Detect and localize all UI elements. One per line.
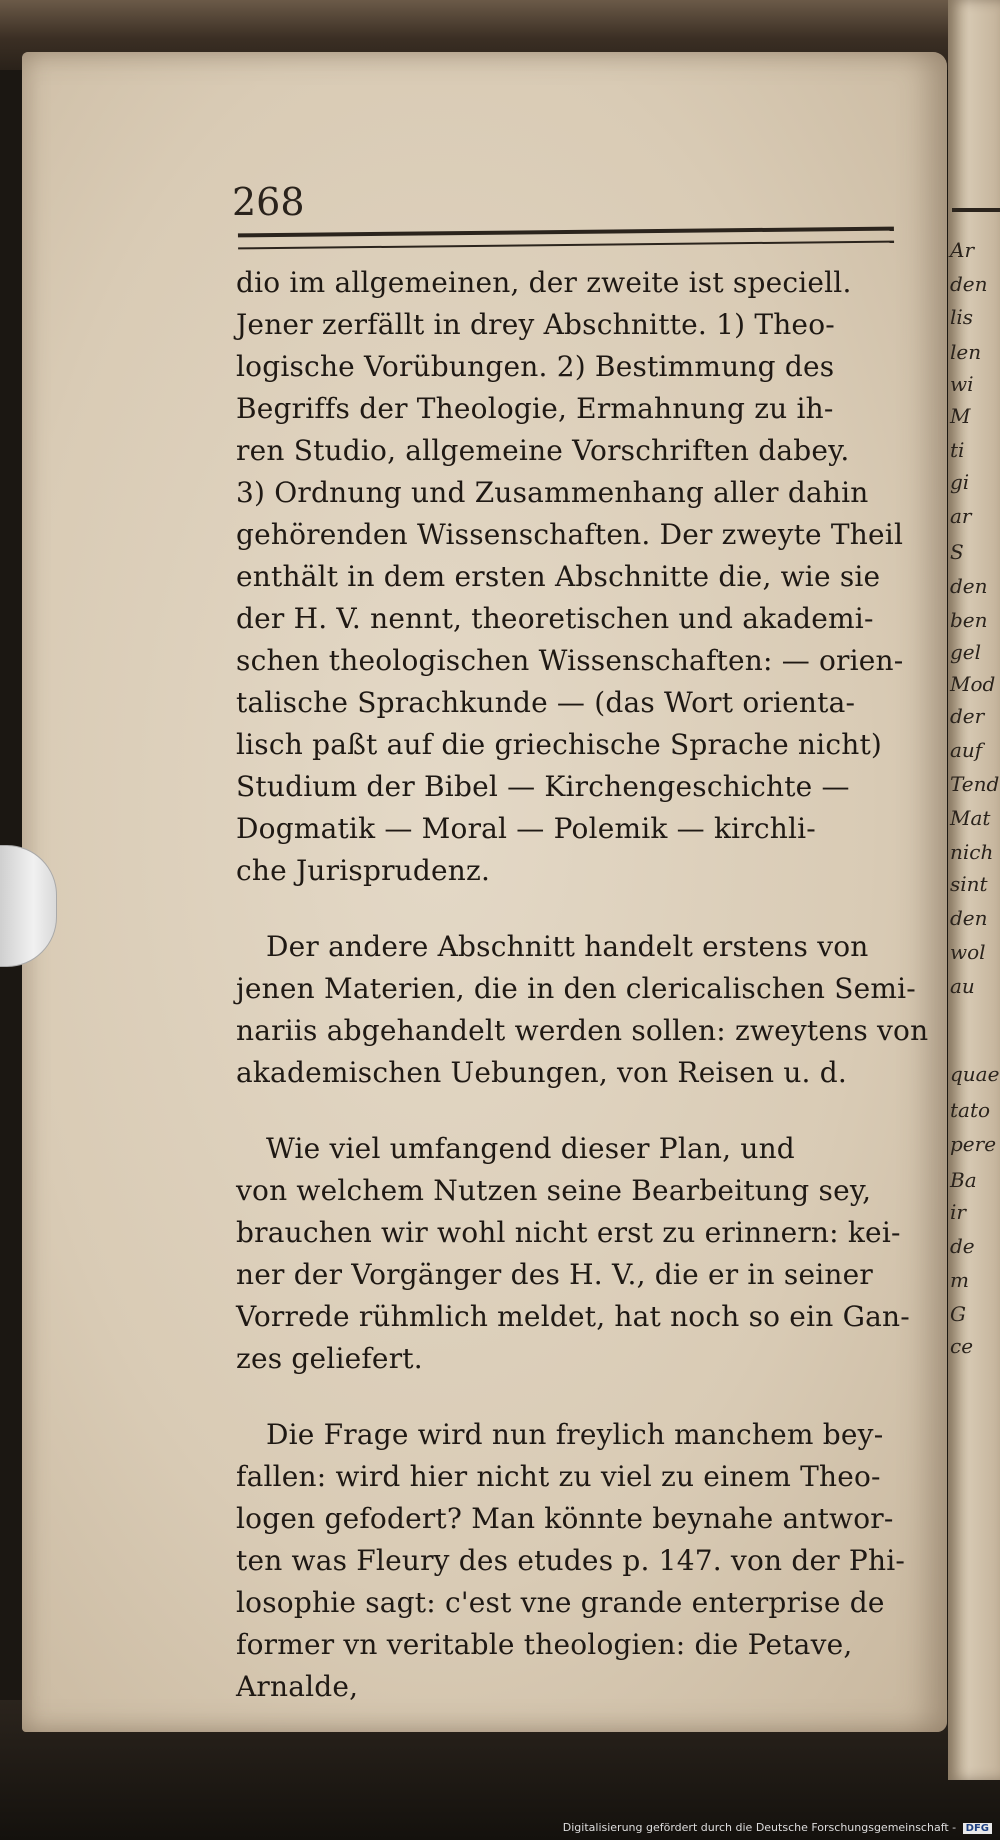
adjacent-page-fragment: ar: [950, 504, 972, 528]
text-line: fallen: wird hier nicht zu viel zu einem Theo-: [236, 1460, 881, 1493]
adjacent-page-fragment: Tend: [950, 772, 1000, 796]
text-line: Arnalde,: [236, 1670, 359, 1703]
paragraph: [236, 1414, 906, 1708]
text-line: che Jurisprudenz.: [236, 854, 491, 887]
adjacent-page-fragment: Mat: [950, 806, 991, 830]
text-line: logische Vorübungen. 2) Bestimmung des: [236, 350, 835, 383]
adjacent-page-fragment: ir: [950, 1200, 966, 1224]
text-line: Jener zerfällt in drey Abschnitte. 1) Theo-: [236, 308, 835, 341]
credit-text: Digitalisierung gefördert durch die Deutsche Forschungsgemeinschaft -: [562, 1821, 957, 1834]
adjacent-page-fragment: den: [950, 574, 988, 598]
adjacent-page-fragment: G: [950, 1302, 966, 1326]
page-body-text: [236, 262, 929, 1708]
adjacent-page-fragment: pere: [950, 1132, 997, 1156]
adjacent-page-fragment: quae: [950, 1062, 1000, 1086]
adjacent-page-fragment: gi: [950, 470, 970, 494]
adjacent-page-fragment: tato: [950, 1098, 991, 1122]
text-line: ner der Vorgänger des H. V., die er in seiner: [236, 1258, 873, 1291]
adjacent-page-fragment: lis: [950, 305, 974, 329]
digitization-credit: [563, 1821, 992, 1834]
paragraph-gap: [236, 1380, 896, 1414]
adjacent-page-fragment: den: [950, 906, 988, 930]
paragraph: [236, 1128, 910, 1380]
adjacent-page-fragment: S: [950, 540, 964, 564]
adjacent-page-fragment: ti: [950, 438, 965, 462]
text-line: logen gefodert? Man könnte beynahe antwor-: [236, 1502, 894, 1535]
dfg-logo: DFG: [963, 1823, 992, 1834]
text-line: losophie sagt: c'est vne grande enterprise de: [236, 1586, 885, 1619]
text-line: Wie viel umfangend dieser Plan, und: [266, 1132, 795, 1165]
text-line: Studium der Bibel — Kirchengeschichte —: [236, 770, 850, 803]
text-line: ren Studio, allgemeine Vorschriften dabey.: [236, 434, 850, 467]
adjacent-page-fragment: sint: [950, 872, 988, 896]
text-line: enthält in dem ersten Abschnitte die, wie sie: [236, 560, 881, 593]
adjacent-page-fragment: wol: [950, 940, 986, 964]
text-line: jenen Materien, die in den clericalischen Semi-: [236, 972, 916, 1005]
adjacent-page-fragment: auf: [950, 738, 983, 762]
text-line: talische Sprachkunde — (das Wort orienta-: [236, 686, 856, 719]
adjacent-page-rule: [952, 208, 1000, 212]
text-line: Vorrede rühmlich meldet, hat noch so ein Gan-: [236, 1300, 910, 1333]
text-line: zes geliefert.: [236, 1342, 423, 1375]
adjacent-page-fragment: m: [950, 1268, 969, 1292]
text-line: lisch paßt auf die griechische Sprache nicht): [236, 728, 883, 761]
text-line: ten was Fleury des etudes p. 147. von der Phi-: [236, 1544, 906, 1577]
text-line: von welchem Nutzen seine Bearbeitung sey,: [236, 1174, 872, 1207]
adjacent-page-fragment: ben: [950, 608, 988, 632]
adjacent-page-fragment: der: [950, 704, 985, 728]
text-line: dio im allgemeinen, der zweite ist speciell.: [236, 266, 852, 299]
paragraph: [236, 262, 904, 892]
paragraph-gap: [236, 1094, 896, 1128]
text-line: former vn veritable theologien: die Petave,: [236, 1628, 853, 1661]
text-line: Begriffs der Theologie, Ermahnung zu ih-: [236, 392, 834, 425]
text-line: gehörenden Wissenschaften. Der zweyte Theil: [236, 518, 904, 551]
adjacent-page-fragment: au: [950, 974, 975, 998]
adjacent-page-fragment: de: [950, 1234, 975, 1258]
adjacent-page-fragment: gel: [950, 640, 982, 664]
adjacent-page-fragment: den: [950, 272, 988, 296]
text-line: schen theologischen Wissenschaften: — orien-: [236, 644, 904, 677]
adjacent-page-fragment: wi: [950, 372, 974, 396]
text-line: der H. V. nennt, theoretischen und akademi-: [236, 602, 874, 635]
adjacent-page-fragment: M: [950, 404, 971, 428]
adjacent-page-fragment: len: [950, 340, 982, 364]
text-line: Dogmatik — Moral — Polemik — kirchli-: [236, 812, 816, 845]
text-line: akademischen Uebungen, von Reisen u. d.: [236, 1056, 847, 1089]
adjacent-page-fragment: nich: [950, 840, 994, 864]
adjacent-page-fragment: Ba: [950, 1168, 977, 1192]
adjacent-page-fragment: Ar: [950, 238, 975, 262]
text-line: Die Frage wird nun freylich manchem bey-: [266, 1418, 884, 1451]
text-line: brauchen wir wohl nicht erst zu erinnern: kei-: [236, 1216, 901, 1249]
text-line: Der andere Abschnitt handelt erstens von: [266, 930, 869, 963]
adjacent-page-fragment: Mod: [950, 672, 996, 696]
text-line: 3) Ordnung und Zusammenhang aller dahin: [236, 476, 869, 509]
paragraph-gap: [236, 892, 896, 926]
paragraph: [236, 926, 929, 1094]
page-number: 268: [232, 180, 305, 224]
text-line: nariis abgehandelt werden sollen: zweytens von: [236, 1014, 929, 1047]
adjacent-page-fragment: ce: [950, 1334, 974, 1358]
adjacent-page-edge: [948, 0, 1000, 1780]
